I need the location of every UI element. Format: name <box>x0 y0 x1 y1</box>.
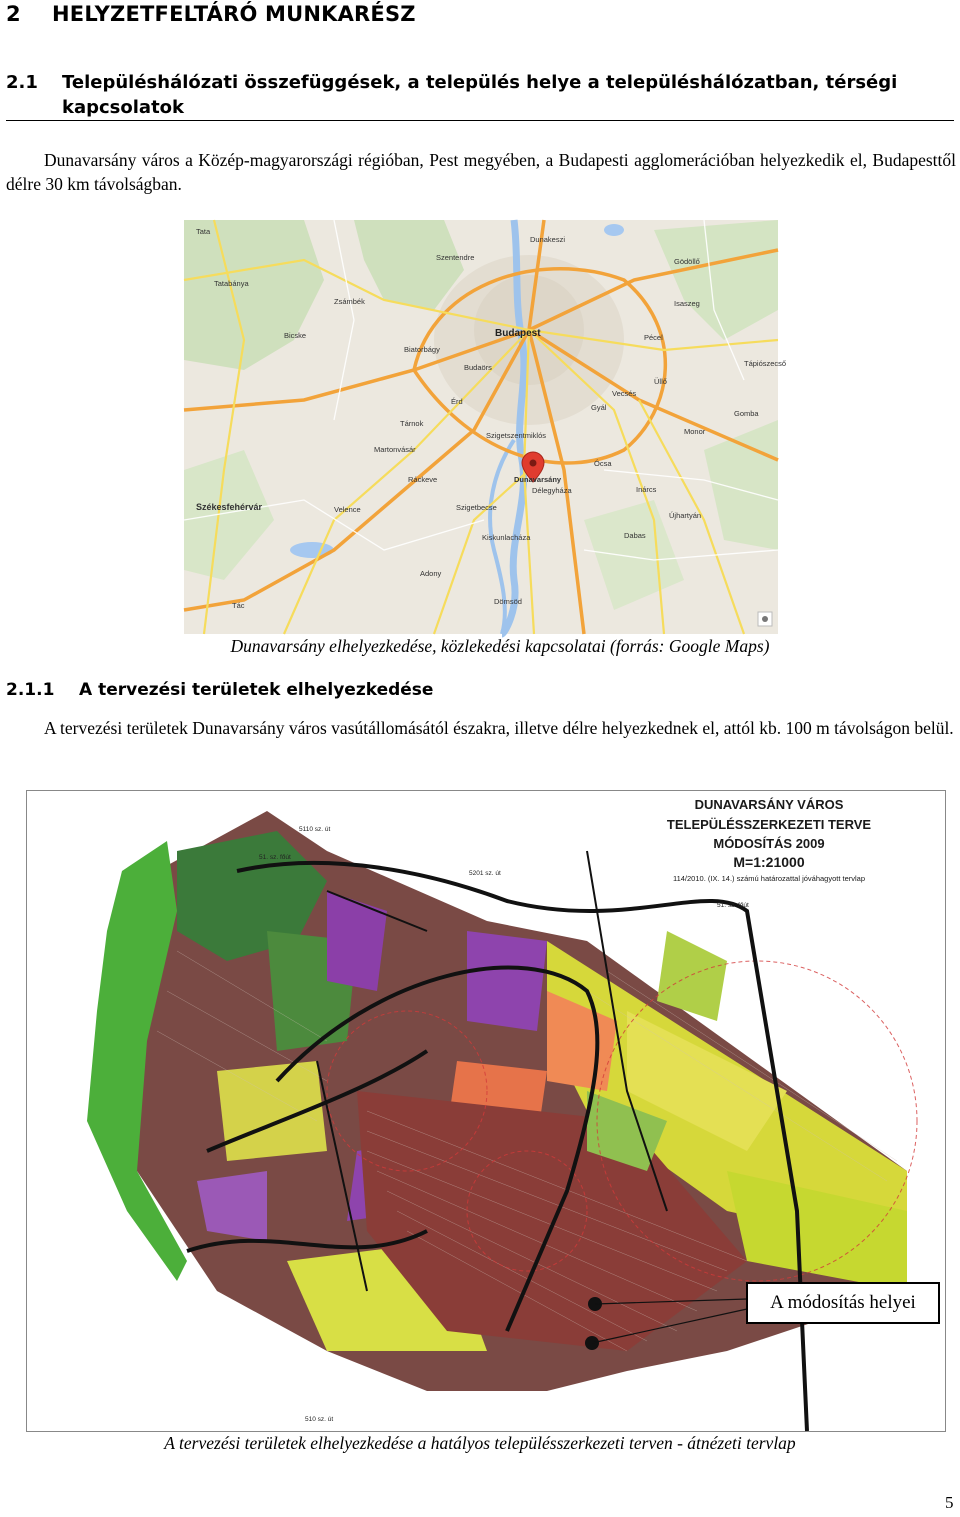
map-label: Szigetszentmiklós <box>486 431 547 440</box>
plan-title-line1: DUNAVARSÁNY VÁROS <box>694 797 844 812</box>
plan-title-line2: TELEPÜLÉSSZERKEZETI TERVE <box>666 817 872 832</box>
map-label: Szigetbecse <box>456 503 497 512</box>
modification-callout: A módosítás helyei <box>746 1282 940 1324</box>
road-label: 51. sz. főút <box>259 854 291 861</box>
chapter-number: 2 <box>6 2 21 26</box>
map1-caption: Dunavarsány elhelyezkedése, közlekedési kapcsolatai (forrás: Google Maps) <box>230 636 770 656</box>
road-label: 5201 sz. út <box>469 870 501 877</box>
map2-caption: A tervezési területek elhelyezkedése a hatályos településszerkezeti terven - átnézeti tervlap <box>164 1433 796 1453</box>
map-label: Tápiószecső <box>744 359 787 368</box>
section-heading <box>6 70 954 120</box>
chapter-title: HELYZETFELTÁRÓ MUNKARÉSZ <box>52 2 416 26</box>
chapter-heading <box>6 2 416 26</box>
map-label: Tata <box>196 227 211 236</box>
map-label: Budaörs <box>464 363 492 372</box>
map-label: Dunavarsány <box>514 475 562 484</box>
page-number: 5 <box>945 1493 954 1512</box>
subsection-title: A tervezési területek elhelyezkedése <box>79 680 434 700</box>
section-divider <box>6 120 954 121</box>
map-label: Dömsöd <box>494 597 522 606</box>
map-label: Érd <box>451 397 463 406</box>
section-title-line1: Településhálózati összefüggések, a település helye a településhálózatban, térségi <box>62 72 898 93</box>
map-label: Újhartyán <box>669 511 702 520</box>
map-label: Üllő <box>654 377 667 386</box>
map-label: Székesfehérvár <box>196 502 263 512</box>
map-label: Monor <box>684 427 706 436</box>
subsection-heading <box>6 680 433 700</box>
map-label: Tatabánya <box>214 279 249 288</box>
map-label: Zsámbék <box>334 297 365 306</box>
plan-scale: M=1:21000 <box>733 854 805 870</box>
structure-plan-map <box>26 790 946 1432</box>
intro-paragraph: Dunavarsány város a Közép-magyarországi régióban, Pest megyében, a Budapesti agglomerációban helyezkedik el, Budapesttől délre 30 km távolságban. <box>6 150 956 194</box>
plan-title-line3: MÓDOSÍTÁS 2009 <box>713 836 825 851</box>
map-label: Inárcs <box>636 485 657 494</box>
map-label: Budapest <box>495 328 541 339</box>
location-map <box>184 220 787 634</box>
map-label: Pécel <box>644 333 663 342</box>
map-label: Bicske <box>284 331 307 340</box>
map-label: Biatorbágy <box>404 345 440 354</box>
plan-approval: 114/2010. (IX. 14.) számú határozattal jóváhagyott tervlap <box>672 874 866 883</box>
map-label: Isaszeg <box>674 299 700 308</box>
location-map-graphic <box>184 220 787 634</box>
map-label: Martonvásár <box>374 445 416 454</box>
map-label: Gödöllő <box>674 257 700 266</box>
structure-plan-graphic <box>27 791 945 1431</box>
map-label: Dunakeszi <box>530 235 566 244</box>
section-number: 2.1 <box>6 72 38 93</box>
map-label: Velence <box>334 505 361 514</box>
map-label: Ócsa <box>594 459 612 468</box>
planning-area-paragraph: A tervezési területek Dunavarsány város vasútállomásától északra, illetve délre helyezkednek el, attól kb. 100 m távolságon belül. <box>44 718 954 738</box>
map-label: Tác <box>232 601 245 610</box>
map-label: Gyál <box>591 403 607 412</box>
road-label: 510 sz. út <box>305 1416 334 1423</box>
subsection-number: 2.1.1 <box>6 680 55 700</box>
map-label: Adony <box>420 569 442 578</box>
map-label: Szentendre <box>436 253 475 262</box>
map-label: Dabas <box>624 531 646 540</box>
map-label: Délegyháza <box>532 486 572 495</box>
map-label: Ráckeve <box>408 475 438 484</box>
map-label: Tárnok <box>400 419 424 428</box>
map-label: Gomba <box>734 409 759 418</box>
map-label: Kiskunlacháza <box>482 533 531 542</box>
road-label: 51. sz. főút <box>717 902 749 909</box>
section-title-line2: kapcsolatok <box>62 97 185 118</box>
road-label: 5110 sz. út <box>299 826 331 833</box>
map-label: Vecsés <box>612 389 637 398</box>
